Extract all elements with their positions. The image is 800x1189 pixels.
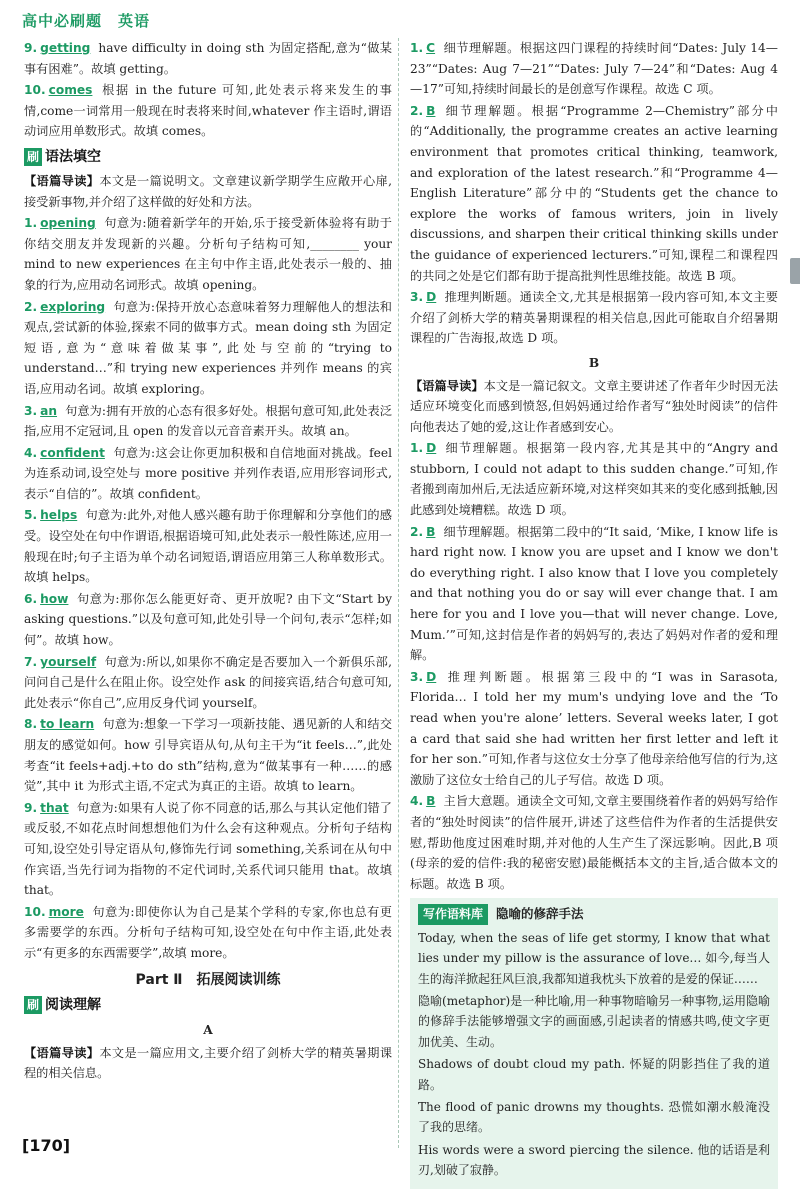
left-column: [24, 38, 392, 1085]
item-explanation: 句意为:随着新学年的开始,乐于接受新体验将有助于你结交朋友并发现新的兴趣。分析句子结构可知,________ your mind to new experiences 在主句中作主语,此处表示一般的、抽象的行为,应用动名词形式。故填 opening。: [24, 216, 392, 292]
item-answer: D: [426, 669, 437, 684]
item-explanation: 句意为:想象一下学习一项新技能、遇见新的人和结交朋友的感觉如何。how 引导宾语从句,从句主干为“it feels…”,此处考查“it feels+adj.+to do sth”结构,意为“做某事有一种……的感觉”,其中 it 为形式主语,不定式为真正的主语。故填 to learn。: [24, 717, 393, 794]
guide-label: 【语篇导读】: [24, 173, 100, 188]
item-explanation: 句意为:那你怎么能更好奇、更开放呢? 由下文“Start by asking questions.”以及句意可知,此处引导一个问句,表示“怎样;如何”。故填 how。: [24, 591, 392, 648]
section-title: 阅读理解: [45, 996, 101, 1013]
item-number: 10.: [24, 83, 46, 98]
item-explanation: 句意为:保持开放心态意味着努力理解他人的想法和观点,尝试新的体验,探索不同的做事方式。mean doing sth 为固定短语,意为“意味着做某事”,此处与空前的“trying to understand…”和 trying new experiences 并列作 means 的宾语,应用动名词。故填 exploring。: [24, 299, 392, 396]
answer-item: [24, 297, 392, 400]
answer-item: [410, 667, 778, 791]
item-explanation: 细节理解题。根据第二段中的“It said, ‘Mike, I know life is hard right now. I know you are upset and I know we don't do everything right. I also know that I love you completely and that nothing you do or say will ever change that. I am here for you and I love you—that will never change. Love, Mum.’”可知,这封信是作者的妈妈写的,表达了妈妈对作者的爱和理解。: [410, 524, 778, 663]
item-number: 4.: [410, 794, 424, 809]
item-number: 9.: [24, 41, 38, 55]
item-number: 2.: [24, 299, 38, 314]
item-answer: B: [426, 524, 436, 539]
item-number: 3.: [410, 669, 424, 684]
guide-label: 【语篇导读】: [24, 1045, 100, 1060]
answer-item: [24, 798, 392, 901]
item-number: 5.: [24, 508, 38, 523]
page-header: [0, 0, 800, 38]
item-answer: B: [426, 103, 436, 118]
answer-item: [24, 401, 392, 442]
item-explanation: 根据 in the future 可知,此处表示将来发生的事情,come一词常用一般现在时表将来时间,whatever 作主语时,谓语动词应用单数形式。故填 comes。: [24, 83, 392, 139]
item-answer: helps: [40, 508, 78, 523]
answer-item: [24, 652, 392, 714]
guide-text: 本文是一篇说明文。文章建议新学期学生应敞开心扉,接受新事物,并介绍了这样做的好处和方法。: [24, 173, 393, 209]
answer-item: [24, 589, 392, 651]
passage-guide: [24, 1043, 392, 1084]
answer-item: [410, 287, 778, 349]
guide-text: 本文是一篇应用文,主要介绍了剑桥大学的精英暑期课程的相关信息。: [24, 1045, 393, 1081]
item-explanation: 句意为:即使你认为自己是某个学科的专家,你也总有更多需要学的东西。分析句子结构可知,设空处在句中作主语,此处表示“有更多的东西需要学”,故填 more。: [24, 904, 392, 960]
item-number: 1.: [410, 441, 424, 456]
answer-item: [24, 80, 392, 142]
item-explanation: 句意为:所以,如果你不确定是否要加入一个新俱乐部,问问自己是什么在阻止你。设空处作 ask 的间接宾语,结合句意可知,此处表示“你自己”,应用反身代词 yourself。: [24, 654, 392, 710]
item-answer: exploring: [40, 299, 106, 314]
answer-item: [24, 902, 392, 964]
item-answer: comes: [48, 83, 93, 98]
item-explanation: 细节理解题。根据这四门课程的持续时间“Dates: July 14—23”“Dates: Aug 7—21”“Dates: July 7—24”和“Dates: Aug 4—17”可知,持续时间最长的是创意写作课程。故选 C 项。: [410, 41, 778, 97]
corpus-paragraph: Shadows of doubt cloud my path. 怀疑的阴影挡住了我的道路。: [418, 1057, 770, 1092]
part-title: Part Ⅱ 拓展阅读训练: [135, 971, 281, 988]
guide-label: 【语篇导读】: [410, 378, 484, 393]
answer-item: [410, 791, 778, 894]
item-answer: D: [426, 290, 437, 305]
item-explanation: 句意为:此外,对他人感兴趣有助于你理解和分享他们的感受。设空处在句中作谓语,根据语境可知,此处表示一般性陈述,应用一般现在时;句子主语为单个动名词短语,谓语应用第三人称单数形式。故填 helps。: [24, 508, 392, 585]
page-number: [170]: [22, 1136, 71, 1155]
item-explanation: 句意为:如果有人说了你不同意的话,那么与其认定他们错了或反驳,不如花点时间想想他们为什么会有这种观点。分析句子结构可知,设空处引导定语从句,修饰先行词 something,关系词在从句中作宾语,当先行词为指物的不定代词时,关系代词只能用 that。故填 that。: [24, 800, 392, 898]
item-answer: opening: [40, 216, 96, 231]
item-number: 1.: [24, 216, 38, 231]
answer-item: [24, 714, 392, 796]
item-answer: to learn: [40, 717, 95, 732]
item-explanation: 句意为:拥有开放的心态有很多好处。根据句意可知,此处表泛指,应用不定冠词,且 open 的发音以元音音素开头。故填 an。: [24, 403, 392, 439]
answer-item: [410, 522, 778, 666]
item-number: 3.: [24, 403, 38, 418]
passage-letter: B: [588, 355, 600, 370]
passage-guide: [410, 376, 778, 438]
answer-item: [24, 505, 392, 587]
passage-letter: A: [203, 1023, 213, 1038]
item-explanation: have difficulty in doing sth 为固定搭配,意为“做某事有困难”。故填 getting。: [24, 41, 392, 76]
header-title: 高中必刷题 英语: [22, 12, 151, 30]
item-number: 1.: [410, 41, 424, 55]
item-answer: confident: [40, 445, 105, 460]
answer-item: [24, 443, 392, 505]
side-tab-marker: [790, 258, 800, 284]
answer-item: [24, 38, 392, 79]
item-answer: how: [40, 591, 69, 606]
item-explanation: 推理判断题。通读全文,尤其是根据第一段内容可知,本文主要介绍了剑桥大学的精英暑期课程的相关信息,因此可能取自介绍暑期课程的广告海报,故选 D 项。: [410, 290, 778, 346]
item-number: 8.: [24, 717, 38, 732]
right-column: [410, 38, 778, 1189]
corpus-paragraph: The flood of panic drowns my thoughts. 恐慌如潮水般淹没了我的思绪。: [418, 1100, 770, 1135]
item-answer: D: [426, 441, 437, 456]
page-number-value: 170: [29, 1136, 63, 1155]
corpus-header: [418, 904, 770, 924]
answer-item: [24, 213, 392, 295]
item-answer: B: [426, 794, 436, 809]
passage-guide: [24, 171, 392, 212]
item-number: 6.: [24, 591, 38, 606]
answer-item: [410, 438, 778, 520]
item-number: 2.: [410, 524, 424, 539]
section-badge: 刷: [24, 996, 42, 1014]
item-answer: C: [426, 41, 436, 55]
corpus-tag: 写作语料库: [418, 904, 488, 924]
guide-text: 本文是一篇记叙文。文章主要讲述了作者年少时因无法适应环境变化而感到愤怒,但妈妈通过给作者写“独处时阅读”的信件向他表达了她的爱,这让作者感到安心。: [410, 378, 779, 434]
corpus-paragraph: His words were a sword piercing the silence. 他的话语是利刃,划破了寂静。: [418, 1142, 770, 1178]
item-number: 4.: [24, 445, 38, 460]
section-heading-grammar: [24, 146, 392, 168]
item-number: 7.: [24, 654, 38, 669]
item-number: 9.: [24, 800, 38, 815]
item-number: 10.: [24, 904, 46, 919]
column-divider: [398, 38, 400, 1148]
corpus-title: 隐喻的修辞手法: [496, 906, 584, 922]
corpus-paragraph: Today, when the seas of life get stormy, I know that what lies under my pillow is the assurance of love… 如今,每当人生的海洋掀起狂风巨浪,我都知道我枕头下放着的是爱的保证……: [418, 930, 770, 986]
corpus-paragraph: 隐喻(metaphor)是一种比喻,用一种事物暗喻另一种事物,运用隐喻的修辞手法能够增强文字的画面感,引起读者的情感共鸣,使文字更加优美、生动。: [418, 993, 770, 1049]
item-answer: an: [40, 403, 58, 418]
item-answer: more: [48, 904, 84, 919]
item-number: 2.: [410, 103, 424, 118]
answer-item: [410, 38, 778, 100]
item-answer: yourself: [40, 654, 97, 669]
item-number: 3.: [410, 290, 424, 305]
writing-corpus-box: [410, 898, 778, 1188]
item-answer: getting: [40, 41, 91, 55]
item-answer: that: [40, 800, 69, 815]
section-heading-reading: [24, 994, 392, 1016]
section-badge: 刷: [24, 148, 42, 166]
section-title: 语法填空: [45, 148, 101, 165]
item-explanation: 推理判断题。根据第三段中的“I was in Sarasota, Florida… I told her my mum's undying love and the ‘To read when you're alone’ letters. Several weeks later, I got a card that said she had written her first letter and left it for her son.”可知,作者与这位女士分享了他母亲给他写信的行为,这激励了这位女士给自己的儿子写信。故选 D 项。: [410, 669, 778, 787]
item-explanation: 细节理解题。根据第一段内容,尤其是其中的“Angry and stubborn, I could not adapt to this sudden change.”可知,作者搬到南加州后,无法适应新环境,对这样突如其来的变化感到抵触,因此感到处境糟糕。故选 D 项。: [410, 441, 778, 518]
answer-item: [410, 101, 778, 286]
item-explanation: 主旨大意题。通读全文可知,文章主要围绕着作者的妈妈写给作者的“独处时阅读”的信件展开,讲述了这些信件为作者的生活提供安慰,帮助他度过困难时期,并对他的人生产生了深远影响。因此,B 项(母亲的爱的信件:我的秘密安慰)最能概括本文的主旨,适合做本文的标题。故选 B 项。: [410, 794, 778, 891]
item-explanation: 句意为:这会让你更加积极和自信地面对挑战。feel 为连系动词,设空处与 more positive 并列作表语,应用形容词形式,表示“自信的”。故填 confident。: [24, 445, 392, 501]
item-explanation: 细节理解题。根据“Programme 2—Chemistry”部分中的“Additionally, the programme creates an active learning environment that promotes critical thinking, teamwork, and exploration of the latest research.”和“Programme 4—English Literature”部分中的“Students get the chance to explore the works of famous writers, join in lively discussions, and sharpen their critical thinking skills under the guidance of experienced lecturers.”可知,课程二和课程四的共同之处是它们都有助于提高批判性思维技能。故选 B 项。: [410, 103, 778, 283]
